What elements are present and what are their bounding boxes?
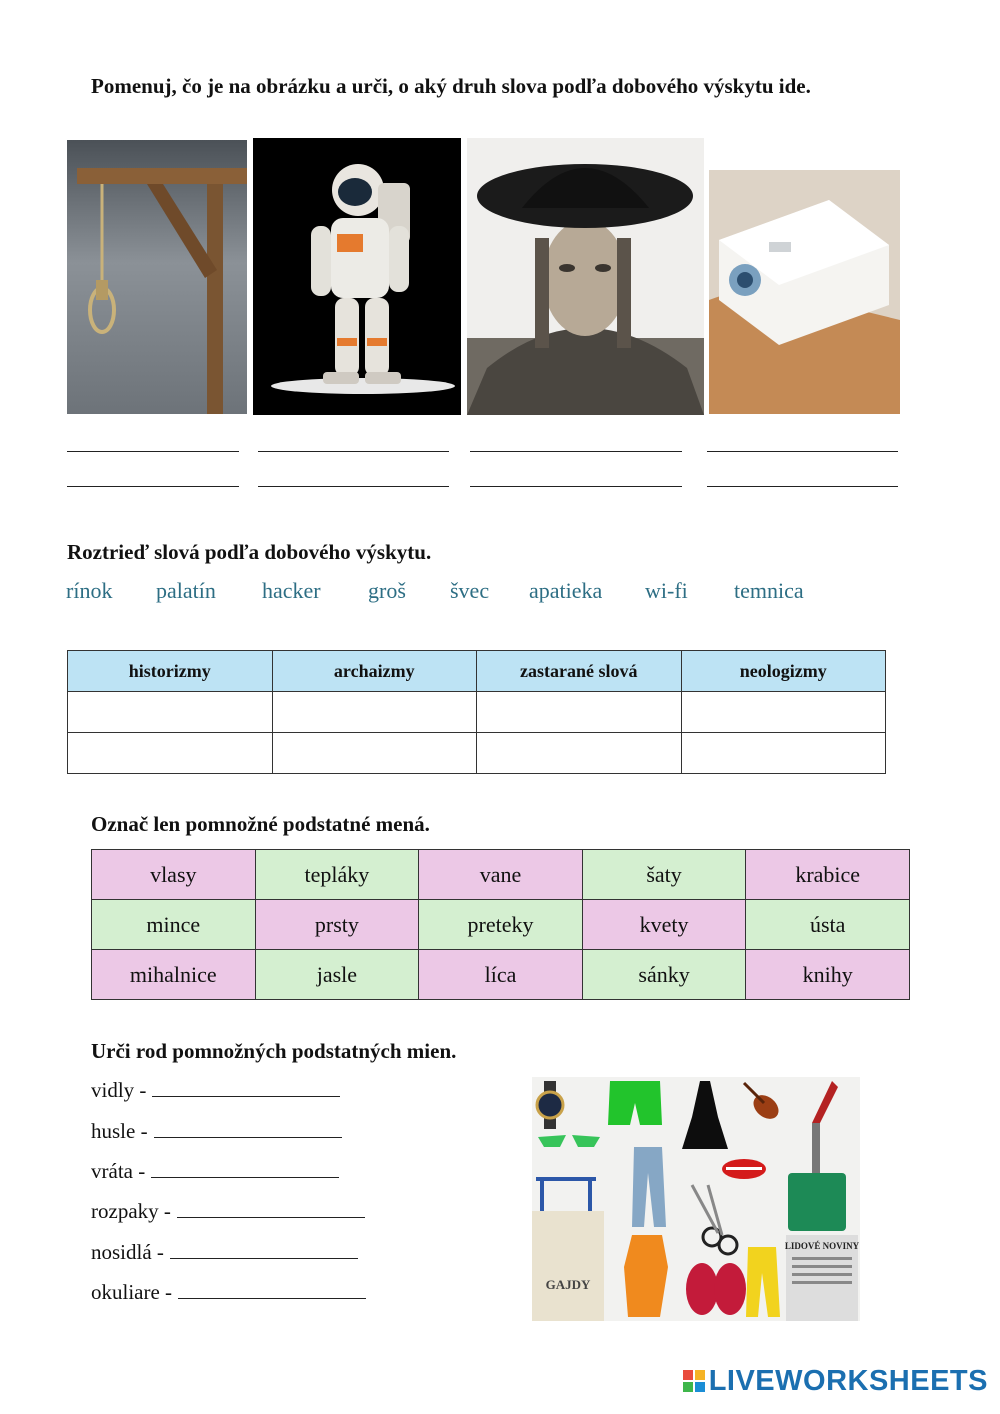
plural-nouns-collage <box>532 1077 860 1321</box>
gender-item: vráta - <box>91 1159 339 1184</box>
noun-cell[interactable]: vane <box>419 850 583 900</box>
word-chip[interactable]: groš <box>368 578 406 603</box>
outlaw-portrait-image <box>467 138 704 415</box>
gender-item: husle - <box>91 1119 342 1144</box>
word-chip[interactable]: palatín <box>156 578 216 603</box>
noun-cell[interactable]: preteky <box>419 900 583 950</box>
drop-cell[interactable] <box>681 692 886 733</box>
answer-blank[interactable] <box>177 1216 365 1218</box>
answer-line[interactable] <box>707 451 898 452</box>
logo-mark-icon <box>683 1370 705 1392</box>
noun-cell[interactable]: šaty <box>582 850 746 900</box>
drop-cell[interactable] <box>272 692 477 733</box>
drop-cell[interactable] <box>477 692 682 733</box>
liveworksheets-logo: LIVEWORKSHEETS <box>683 1365 988 1398</box>
answer-line[interactable] <box>470 451 682 452</box>
drop-cell[interactable] <box>68 692 273 733</box>
answer-blank[interactable] <box>151 1176 339 1178</box>
answer-line[interactable] <box>258 451 449 452</box>
collage-newspaper-title: LIDOVÉ NOVINY <box>784 1241 860 1251</box>
task3-heading: Označ len pomnožné podstatné mená. <box>91 812 430 836</box>
collage-gajdy-label: GAJDY <box>545 1277 591 1292</box>
noun-cell[interactable]: kvety <box>582 900 746 950</box>
word-chip[interactable]: wi-fi <box>645 578 688 603</box>
noun-cell[interactable]: krabice <box>746 850 910 900</box>
noun-cell[interactable]: prsty <box>255 900 419 950</box>
word-chip[interactable]: rínok <box>66 578 113 603</box>
gender-item: okuliare - <box>91 1280 366 1305</box>
noun-cell[interactable]: ústa <box>746 900 910 950</box>
column-header: zastarané slová <box>477 651 682 692</box>
answer-line[interactable] <box>67 486 239 487</box>
classification-table <box>67 650 886 774</box>
answer-line[interactable] <box>707 486 898 487</box>
task1-heading: Pomenuj, čo je na obrázku a urči, o aký druh slova podľa dobového výskytu ide. <box>91 74 811 98</box>
answer-blank[interactable] <box>154 1136 342 1138</box>
gallows-image <box>67 140 247 414</box>
noun-cell[interactable]: mihalnice <box>92 950 256 1000</box>
word-chip[interactable]: švec <box>450 578 490 603</box>
noun-cell[interactable]: mince <box>92 900 256 950</box>
noun-cell[interactable]: vlasy <box>92 850 256 900</box>
answer-line[interactable] <box>470 486 682 487</box>
astronaut-image <box>253 138 461 415</box>
drop-cell[interactable] <box>477 733 682 774</box>
noun-cell[interactable]: líca <box>419 950 583 1000</box>
answer-blank[interactable] <box>152 1095 340 1097</box>
task4-heading: Urči rod pomnožných podstatných mien. <box>91 1039 457 1063</box>
column-header: historizmy <box>68 651 273 692</box>
noun-cell[interactable]: jasle <box>255 950 419 1000</box>
drop-cell[interactable] <box>681 733 886 774</box>
answer-blank[interactable] <box>170 1257 358 1259</box>
drop-cell[interactable] <box>272 733 477 774</box>
column-header: archaizmy <box>272 651 477 692</box>
gender-item: rozpaky - <box>91 1199 365 1224</box>
task2-heading: Roztrieď slová podľa dobového výskytu. <box>67 540 432 564</box>
noun-cell[interactable]: knihy <box>746 950 910 1000</box>
column-header: neologizmy <box>681 651 886 692</box>
word-chip[interactable]: apatieka <box>529 578 603 603</box>
noun-cell[interactable]: sánky <box>582 950 746 1000</box>
word-chip[interactable]: temnica <box>734 578 804 603</box>
drop-cell[interactable] <box>68 733 273 774</box>
gender-item: vidly - <box>91 1078 340 1103</box>
projector-image <box>709 170 900 414</box>
answer-blank[interactable] <box>178 1297 366 1299</box>
noun-cell[interactable]: tepláky <box>255 850 419 900</box>
plural-noun-grid <box>91 849 910 1000</box>
answer-line[interactable] <box>67 451 239 452</box>
word-chip[interactable]: hacker <box>262 578 321 603</box>
answer-line[interactable] <box>258 486 449 487</box>
gender-item: nosidlá - <box>91 1240 358 1265</box>
